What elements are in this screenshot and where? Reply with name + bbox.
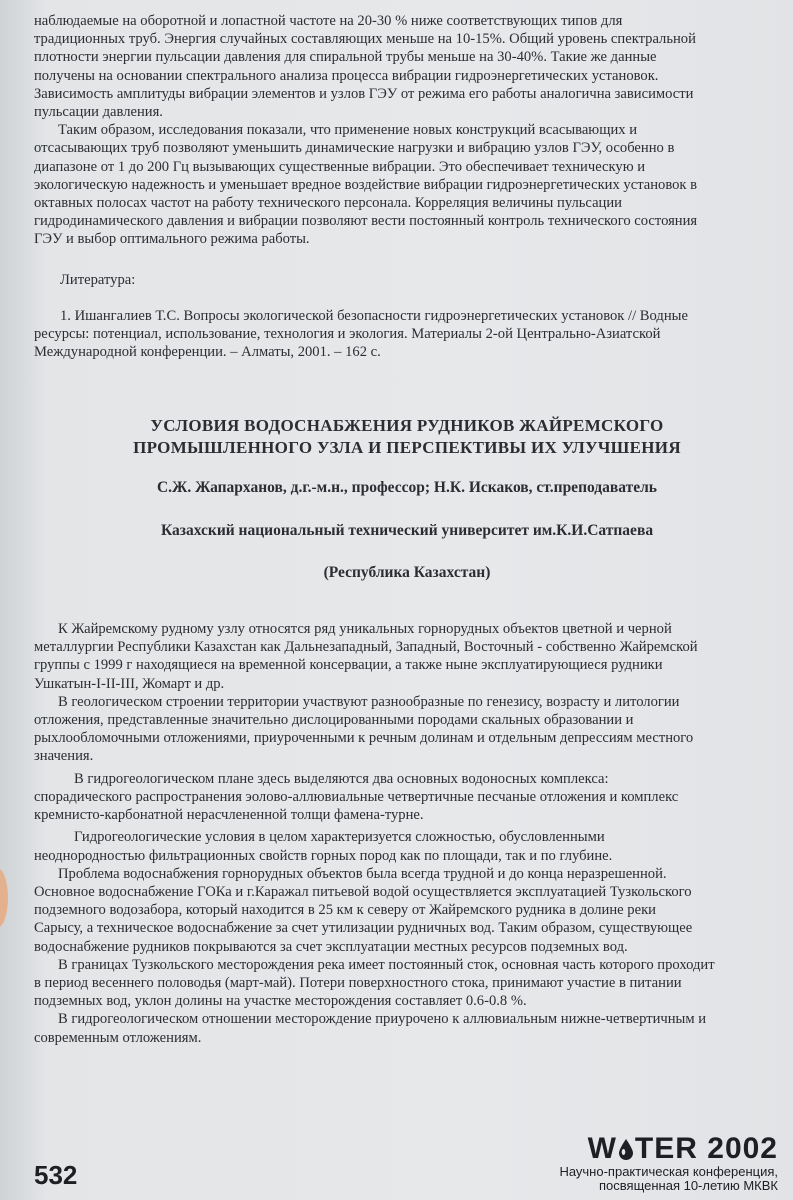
text-line: получены на основании спектрального анализа процесса вибрации гидроэнергетических установок.	[34, 67, 659, 84]
text-line: В гидрогеологическом плане здесь выделяются два основных водоносных комплекса:	[74, 770, 609, 787]
title-line: ПРОМЫШЛЕННОГО УЗЛА И ПЕРСПЕКТИВЫ ИХ УЛУЧШЕНИЯ	[133, 438, 681, 458]
text-line: ресурсы: потенциал, использование, технология и экология. Материалы 2-ой Центрально-Азиатской	[34, 326, 661, 343]
title-line: УСЛОВИЯ ВОДОСНАБЖЕНИЯ РУДНИКОВ ЖАЙРЕМСКОГО	[150, 416, 664, 436]
text-line: подземных вод, уклон долины на участке месторождения составляет 0.6-0.8 %.	[34, 993, 527, 1010]
prev-paragraph-1	[34, 12, 780, 121]
text-line: металлургии Республики Казахстан как Дальнезападный, Западный, Восточный - собственно Жайремской	[34, 639, 698, 656]
article-title	[34, 415, 780, 459]
text-line: Основное водоснабжение ГОКа и г.Каражал питьевой водой осуществляется эксплуатацией Тузкольского	[34, 883, 692, 900]
text-line: отложения, представленные значительно дислоцированными породами скальных образовании и	[34, 712, 634, 729]
text-line: плотности энергии пульсации давления для спиральной трубы меньше на 30-40%. Такие же данные	[34, 49, 657, 66]
text-line: современным отложениям.	[34, 1029, 202, 1046]
page-content	[34, 12, 780, 1047]
body-paragraph	[34, 620, 780, 693]
body-paragraph	[34, 1010, 780, 1046]
text-line: Проблема водоснабжения горнорудных объектов была всегда трудной и до конца неразрешенной.	[58, 865, 667, 882]
water-drop-icon	[618, 1138, 634, 1160]
body-paragraph	[34, 770, 780, 825]
text-line: В геологическом строении территории участвуют разнообразные по генезису, возрасту и литологии	[58, 693, 680, 710]
logo-subtitle-1: Научно-практическая конференция,	[559, 1164, 778, 1179]
article-authors: С.Ж. Жапарханов, д.г.-м.н., профессор; Н.К. Искаков, ст.преподаватель	[156, 479, 657, 497]
text-line: октавных полосах частот на работу технического персонала. Корреляция величины пульсации	[34, 195, 622, 212]
text-line: подземного водозабора, который находится в 25 км к северу от Жайремского рудника в долине реки	[34, 902, 656, 919]
text-line: ГЭУ и выбор оптимального режима работы.	[34, 231, 310, 248]
text-line: спорадического распространения эолово-аллювиальные четвертичные песчаные отложения и комплекс	[34, 788, 679, 805]
text-line: кремнисто-карбонатной нерасчлененной толщи фамена-турне.	[34, 807, 424, 824]
article-body	[34, 620, 780, 1047]
text-line: диапазоне от 1 до 200 Гц вызывающих существенные вибрации. Это обеспечивает техническую и	[34, 158, 646, 175]
page-number: 532	[34, 1160, 78, 1190]
text-line: группы с 1999 г находящиеся на временной консервации, а также ныне эксплуатирующиеся рудники	[34, 657, 663, 674]
text-line: традиционных труб. Энергия случайных составляющих меньше на 10-15%. Общий уровень спектральной	[34, 31, 696, 48]
text-line: водоснабжение рудников покрываются за счет эксплуатации местных ресурсов подземных вод.	[34, 938, 628, 955]
text-line: значения.	[34, 748, 94, 765]
logo-text: W	[587, 1132, 617, 1165]
text-line: Гидрогеологические условия в целом характеризуется сложностью, обусловленными	[74, 829, 605, 846]
body-paragraph	[34, 693, 780, 766]
text-line: В границах Тузкольского месторождения река имеет постоянный сток, основная часть которого проходит	[58, 956, 715, 973]
reference-item	[34, 307, 780, 362]
text-line: 1. Ишангалиев Т.С. Вопросы экологической безопасности гидроэнергетических установок // Водные	[60, 307, 688, 324]
article-country: (Республика Казахстан)	[323, 563, 491, 581]
body-paragraph	[34, 828, 780, 864]
text-line: наблюдаемые на оборотной и лопастной частоте на 20-30 % ниже соответствующих типов для	[34, 13, 623, 29]
logo-subtitle-2: посвященная 10-летию МКВК	[599, 1178, 778, 1193]
logo-text: TER 2002	[634, 1132, 778, 1165]
article-institution: Казахский национальный технический университет им.К.И.Сатпаева	[160, 521, 654, 539]
text-line: пульсации давления.	[34, 104, 163, 121]
text-line: Международной конференции. – Алматы, 2001. – 162 с.	[34, 344, 381, 361]
body-paragraph	[34, 956, 780, 1011]
logo-wordmark	[548, 1133, 778, 1165]
text-line: гидродинамического давления и вибрации позволяют вести постоянный контроль технического состояния	[34, 213, 698, 230]
body-paragraph	[34, 865, 780, 956]
text-line: Таким образом, исследования показали, что применение новых конструкций всасывающих и	[58, 122, 638, 139]
text-line: отсасывающих труб позволяют уменьшить динамические нагрузки и вибрацию узлов ГЭУ, особенно в	[34, 140, 675, 157]
text-line: рыхлообломочными отложениями, приуроченными к речным долинам и отдельным депрессиям местного	[34, 730, 694, 747]
prev-paragraph-2	[34, 121, 780, 248]
text-line: экологическую надежность и уменьшает вредное воздействие вибрации гидроэнергетических установок в	[34, 176, 698, 193]
text-line: В гидрогеологическом отношении месторождение приурочено к аллювиальным нижне-четвертичным и	[58, 1011, 707, 1028]
text-line: неоднородностью фильтрационных свойств горных пород как по площади, так и по глубине.	[34, 847, 613, 864]
literature-heading: Литература:	[60, 271, 136, 288]
text-line: Зависимость амплитуды вибрации элементов и узлов ГЭУ от режима его работы аналогична зависимости	[34, 85, 694, 102]
text-line: Ушкатын-I-II-III, Жомарт и др.	[34, 675, 225, 692]
conference-logo	[548, 1133, 778, 1193]
text-line: К Жайремскому рудному узлу относятся ряд уникальных горнорудных объектов цветной и черной	[58, 621, 672, 638]
finger-edge	[0, 868, 8, 928]
text-line: Сарысу, а техническое водоснабжение за счет утилизации рудничных вод. Таким образом, существующее	[34, 920, 693, 937]
text-line: в период весеннего половодья (март-май). Потери поверхностного стока, принимают участие в питании	[34, 974, 682, 991]
